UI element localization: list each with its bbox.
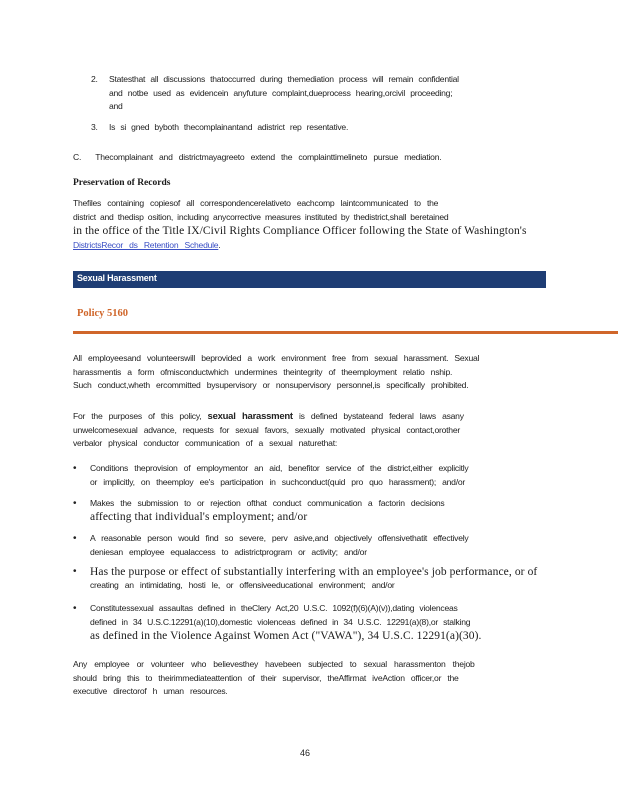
section-c bbox=[73, 151, 533, 165]
item-line: and bbox=[109, 101, 123, 111]
bullet-icon: • bbox=[73, 566, 77, 577]
paragraph-line: unwelcomesexual advance, requests for sexual favors, sexually motivated physical contact,orother bbox=[73, 424, 460, 435]
policy-paragraph-1 bbox=[73, 352, 543, 393]
section-letter: C. bbox=[73, 152, 82, 162]
list-item-line: or implicitly, on theemploy ee's participation in suchconduct(quid pro quo harassment); and/or bbox=[90, 476, 465, 487]
paragraph-line: All employeesand volunteerswill beprovided a work environment free from sexual harassment. Sexual bbox=[73, 353, 480, 363]
list-item-line: affecting that individual's employment; and/or bbox=[90, 510, 308, 523]
list-item-line: Makes the submission to or rejection ofthat conduct communication a factorin decisions bbox=[90, 498, 445, 508]
banner-title: Sexual Harassment bbox=[77, 273, 157, 283]
bullet-icon: • bbox=[73, 603, 77, 614]
preservation-heading: Preservation of Records bbox=[73, 178, 171, 188]
preservation-end: . bbox=[218, 240, 221, 250]
item-number: 3. bbox=[91, 122, 98, 132]
list-item-line: Has the purpose or effect of substantially interfering with an employee's job performance, or of bbox=[90, 566, 538, 578]
paragraph-line: harassmentis a form ofmisconductwhich undermines theintegrity of theemployment relatio nship. bbox=[73, 366, 453, 377]
preservation-body bbox=[73, 197, 543, 252]
section-banner bbox=[73, 271, 546, 288]
paragraph-line: verbalor physical conductor communication of a sexual naturethat: bbox=[73, 438, 337, 448]
bullet-icon: • bbox=[73, 533, 77, 544]
bullet-icon: • bbox=[73, 498, 77, 509]
list-item-line: deniesan employee equalaccess to adistrictprogram or activity; and/or bbox=[90, 546, 367, 557]
paragraph-line: executive directorof h uman resources. bbox=[73, 686, 228, 696]
list-item-line: Conditions theprovision of employmentor an aid, benefitor service of the district,either explicitly bbox=[90, 463, 469, 473]
policy-divider bbox=[73, 331, 618, 334]
list-item-line: defined in 34 U.S.C.12291(a)(10),domestic violenceas defined in 34 U.S.C. 12291(a)(8),or stalking bbox=[90, 616, 471, 627]
policy-paragraph-3 bbox=[73, 658, 543, 699]
policy-label: Policy 5160 bbox=[77, 308, 129, 319]
section-text: Thecomplainant and districtmayagreeto extend the complainttimelineto pursue mediation. bbox=[95, 152, 442, 162]
preservation-line: in the office of the Title IX/Civil Rights Compliance Officer following the State of Washington's bbox=[73, 225, 527, 237]
paragraph-text: For the purposes of this policy, bbox=[73, 411, 202, 421]
paragraph-line: Any employee or volunteer who believesthey havebeen subjected to sexual harassmenton thejob bbox=[73, 659, 475, 669]
list-item-line: creating an intimidating, hosti le, or offensiveeducational environment; and/or bbox=[90, 580, 395, 590]
policy-paragraph-2 bbox=[73, 410, 543, 451]
list-item-line: A reasonable person would find so severe, perv asive,and objectively offensivethatit effectively bbox=[90, 533, 469, 543]
defined-term: sexual harassment bbox=[207, 411, 293, 422]
paragraph-line: should bring this to theirimmediateattention of their supervisor, theAffirmat iveAction officer,or the bbox=[73, 672, 459, 683]
item-line: Is si gned byboth thecomplainantand adistrict rep resentative. bbox=[109, 122, 349, 132]
preservation-line: Thefiles containing copiesof all correspondencerelativeto eachcomp laintcommunicated to the bbox=[73, 198, 439, 208]
retention-schedule-link[interactable]: DistrictsRecor ds Retention Schedule bbox=[73, 240, 219, 250]
list-item-line: Constitutessexual assaultas defined in theClery Act,20 U.S.C. 1092(f)(6)(A)(v)),dating violenceas bbox=[90, 603, 458, 613]
list-item-line: as defined in the Violence Against Women Act ("VAWA"), 34 U.S.C. 12291(a)(30). bbox=[90, 630, 482, 642]
bullet-icon: • bbox=[73, 463, 77, 474]
item-line: Statesthat all discussions thatoccurred during themediation process will remain confidential bbox=[109, 74, 459, 84]
item-line: and notbe used as evidencein anyfuture complaint,dueprocess hearing,orcivil proceeding; bbox=[109, 87, 453, 98]
paragraph-line: Such conduct,wheth ercommitted bysupervisory or nonsupervisory personnel,is specifically prohibited. bbox=[73, 380, 469, 390]
paragraph-text: is defined bystateand federal laws asany bbox=[298, 411, 464, 421]
item-number: 2. bbox=[91, 74, 98, 84]
preservation-line: district and thedisp osition, including anycorrective measures instituted by thedistrict,shall beretained bbox=[73, 211, 449, 222]
page-number: 46 bbox=[300, 748, 311, 758]
